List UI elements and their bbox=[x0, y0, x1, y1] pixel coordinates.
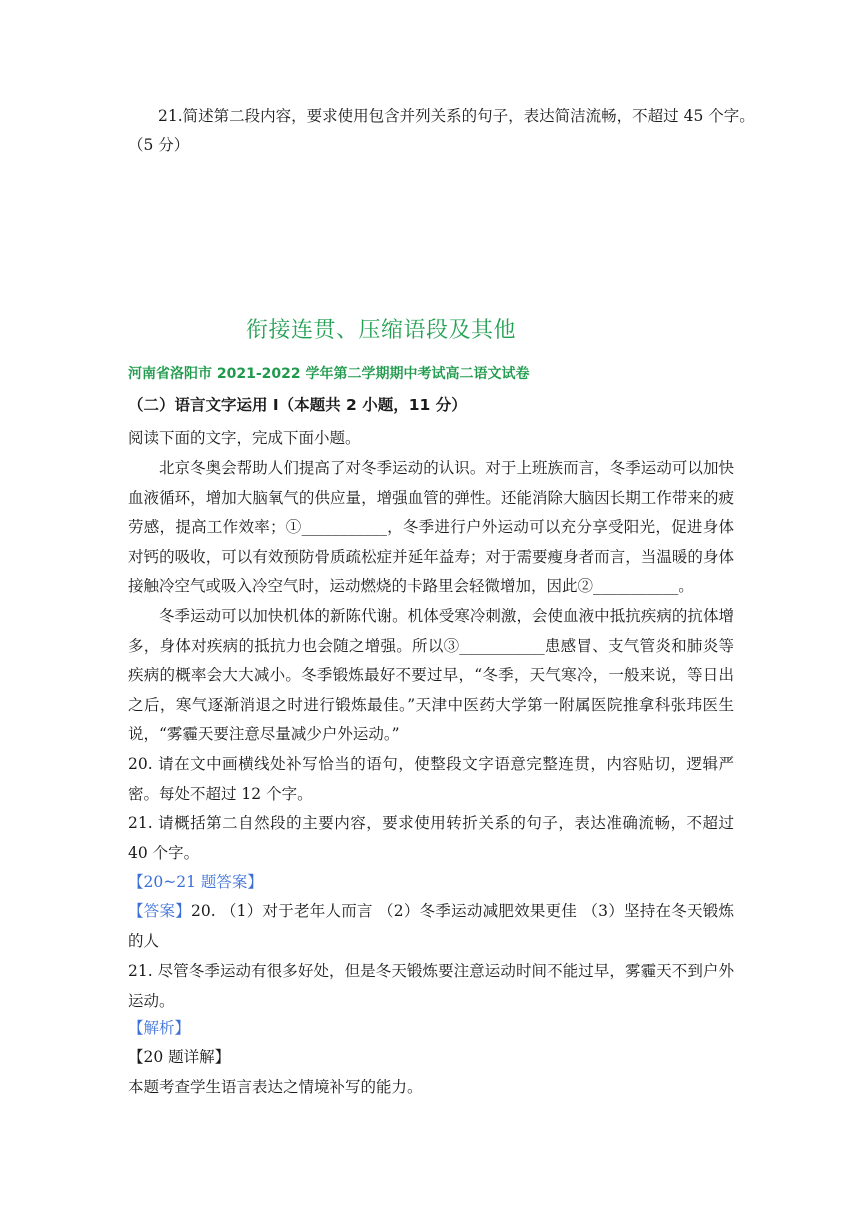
question-21-prompt-score: （5 分） bbox=[128, 136, 190, 154]
reading-instruction: 阅读下面的文字，完成下面小题。 bbox=[128, 429, 361, 447]
passage-paragraph-1: 北京冬奥会帮助人们提高了对冬季运动的认识。对于上班族而言，冬季运动可以加快血液循环，增加大脑氧气的供应量，增强血管的弹性。还能消除大脑因长期工作带来的疲劳感，提高工作效率；①___________，冬季进行户外运动可以充分享受阳光，促进身体对钙的吸收，可以有效预防骨质疏松症并延年益寿；对于需要瘦身者而言，当温暖的身体接触冷空气或吸入冷空气时，运动燃烧的卡路里会轻微增加，因此②___________。 bbox=[128, 459, 734, 596]
question-20: 20. 请在文中画横线处补写恰当的语句，使整段文字语意完整连贯，内容贴切，逻辑严密。每处不超过 12 个字。 bbox=[128, 755, 734, 803]
answer-20 bbox=[128, 897, 734, 956]
question-20-detail-text: 本题考查学生语言表达之情境补写的能力。 bbox=[128, 1078, 423, 1096]
exam-source: 河南省洛阳市 2021-2022 学年第二学期期中考试高二语文试卷 bbox=[128, 366, 530, 382]
analysis-label: 【解析】 bbox=[128, 1019, 191, 1037]
passage-paragraph-2: 冬季运动可以加快机体的新陈代谢。机体受寒冷刺激，会使血液中抵抗疾病的抗体增多，身体对疾病的抵抗力也会随之增强。所以③___________患感冒、支气管炎和肺炎等疾病的概率会大大减小。冬季锻炼最好不要过早，“冬季，天气寒冷，一般来说，等日出之后，寒气逐渐消退之时进行锻炼最佳。”天津中医药大学第一附属医院推拿科张玮医生说，“雾霾天要注意尽量减少户外运动。” bbox=[128, 607, 734, 744]
answer-header: 【20~21 题答案】 bbox=[128, 873, 263, 891]
part-heading: （二）语言文字运用 I（本题共 2 小题，11 分） bbox=[128, 396, 467, 414]
answer-20-text: 20. （1）对于老年人而言 （2）冬季运动减肥效果更佳 （3）坚持在冬天锻炼的人 bbox=[128, 902, 734, 950]
question-20-detail-label: 【20 题详解】 bbox=[128, 1048, 231, 1066]
question-21: 21. 请概括第二自然段的主要内容，要求使用转折关系的句子，表达准确流畅，不超过 40 个字。 bbox=[128, 814, 734, 862]
question-21-prompt-line1: 21.简述第二段内容，要求使用包含并列关系的句子，表达简洁流畅，不超过 45 个字。 bbox=[158, 107, 755, 125]
answer-21: 21. 尽管冬季运动有很多好处，但是冬天锻炼要注意运动时间不能过早，雾霾天不到户外运动。 bbox=[128, 962, 734, 1010]
section-title: 衔接连贯、压缩语段及其他 bbox=[246, 318, 517, 343]
answer-label: 【答案】 bbox=[128, 902, 192, 920]
